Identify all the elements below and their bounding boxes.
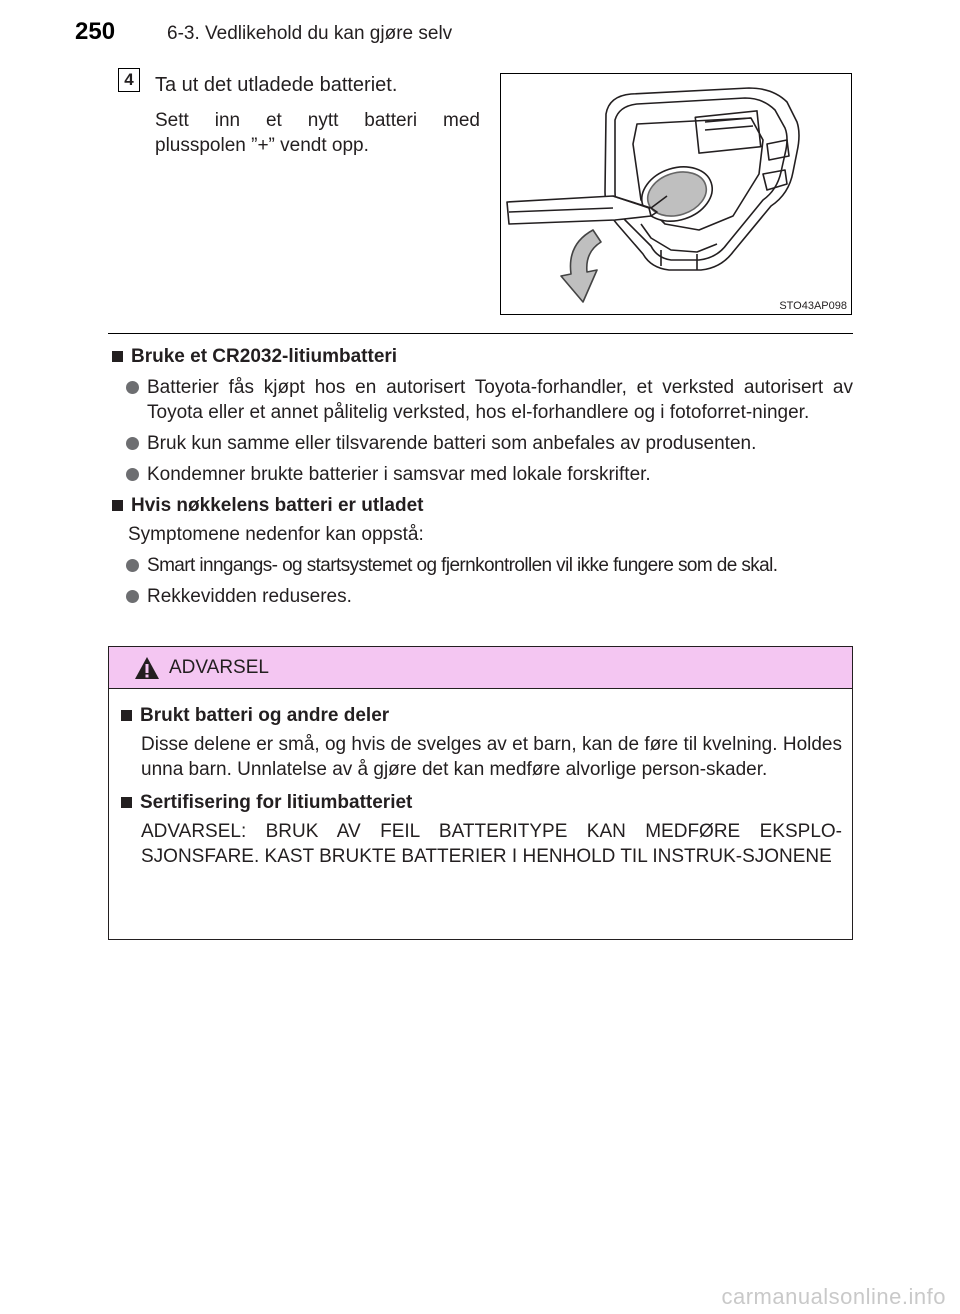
note-heading (108, 493, 853, 518)
bullet-dot-icon (126, 437, 139, 450)
figure-caption: STO43AP098 (779, 300, 847, 312)
step-number: 4 (118, 68, 140, 92)
notes-section (108, 344, 853, 609)
page-header (75, 18, 452, 46)
bullet-text: Batterier fås kjøpt hos en autorisert Toyota-forhandler, et verksted autorisert av Toyota eller et annet pålitelig verksted, hos el-forhandlere og i fotoforret-ninger. (147, 377, 853, 423)
warning-heading-text: Sertifisering for litiumbatteriet (140, 792, 413, 813)
square-bullet-icon (112, 500, 123, 511)
warning-section-heading (117, 703, 842, 728)
note-heading-text: Bruke et CR2032-litiumbatteri (131, 346, 398, 367)
warning-section-text: Disse delene er små, og hvis de svelges av et barn, kan de føre til kvelning. Holdes unna barn. Unnlatelse av å gjøre det kan medføre alvorlige person-skader. (141, 734, 842, 780)
step-body-line-2: plusspolen ”+” vendt opp. (155, 135, 369, 156)
divider (108, 333, 853, 334)
bullet-text: Smart inngangs- og startsystemet og fjernkontrollen vil ikke fungere som de skal. (147, 555, 778, 576)
bullet-text: Kondemner brukte batterier i samsvar med lokale forskrifter. (147, 464, 651, 485)
key-fob-battery-drawing (501, 74, 851, 314)
bullet-text: Bruk kun samme eller tilsvarende batteri som anbefales av produsenten. (147, 433, 757, 454)
bullet-item (126, 462, 853, 487)
section-title: 6-3. Vedlikehold du kan gjøre selv (167, 23, 453, 44)
warning-header (109, 647, 852, 689)
bullet-text: Rekkevidden reduseres. (147, 586, 352, 607)
warning-section-heading (117, 790, 842, 815)
step-body-line-1: Sett inn et nytt batteri med (155, 110, 480, 131)
warning-section-text: ADVARSEL: BRUK AV FEIL BATTERITYPE KAN MEDFØRE EKSPLO-SJONSFARE. KAST BRUKTE BATTERIER I HENHOLD TIL INSTRUK-SJONENE (141, 821, 842, 867)
square-bullet-icon (121, 797, 132, 808)
note-heading-text: Hvis nøkkelens batteri er utladet (131, 495, 424, 516)
page-number: 250 (75, 18, 116, 45)
warning-body (109, 689, 842, 869)
bullet-item (126, 431, 853, 456)
note-heading (108, 344, 853, 369)
warning-heading-text: Brukt batteri og andre deler (140, 705, 390, 726)
bullet-dot-icon (126, 559, 139, 572)
warning-title: ADVARSEL (169, 656, 269, 678)
step-body (155, 108, 480, 158)
step-title: Ta ut det utladede batteriet. (155, 74, 398, 96)
bullet-item (126, 584, 853, 609)
note-intro: Symptomene nedenfor kan oppstå: (128, 524, 424, 545)
square-bullet-icon (121, 710, 132, 721)
bullet-item (126, 553, 853, 578)
bullet-dot-icon (126, 381, 139, 394)
bullet-dot-icon (126, 590, 139, 603)
warning-triangle-icon (133, 655, 161, 681)
bullet-item (126, 375, 853, 425)
watermark: carmanualsonline.info (721, 1284, 946, 1309)
square-bullet-icon (112, 351, 123, 362)
bullet-dot-icon (126, 468, 139, 481)
warning-box (108, 646, 853, 940)
battery-illustration (500, 73, 852, 315)
